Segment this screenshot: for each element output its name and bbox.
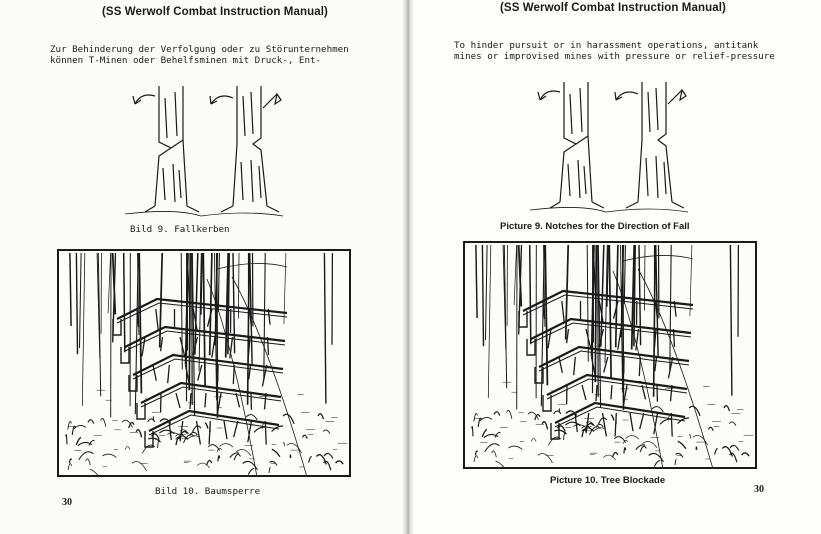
- body-line-2: können T-Minen oder Behelfsminen mit Druck-, Ent-: [50, 55, 322, 66]
- body-line-2: mines or improvised mines with pressure or relief-pressure: [454, 51, 775, 62]
- figure-9-caption: Bild 9. Fallkerben: [130, 224, 230, 235]
- book-gutter: [403, 0, 413, 534]
- figure-9-felling-notches: [520, 74, 690, 216]
- figure-9-felling-notches: [115, 78, 285, 220]
- figure-9-caption: Picture 9. Notches for the Direction of Fall: [500, 221, 690, 232]
- figure-10-tree-blockade: [57, 249, 351, 477]
- left-page: [0, 0, 408, 534]
- figure-10-tree-blockade: [461, 241, 759, 469]
- body-line-1: Zur Behinderung der Verfolgung oder zu Störunternehmen: [50, 44, 349, 55]
- page-header: (SS Werwolf Combat Instruction Manual): [102, 6, 328, 18]
- figure-10-caption: Picture 10. Tree Blockade: [550, 475, 666, 486]
- page-header: (SS Werwolf Combat Instruction Manual): [500, 2, 726, 14]
- body-line-1: To hinder pursuit or in harassment operations, antitank: [454, 40, 759, 51]
- figure-10-caption: Bild 10. Baumsperre: [155, 486, 261, 497]
- page-number: 30: [754, 484, 764, 495]
- page-number: 30: [62, 497, 72, 508]
- right-page: [408, 0, 821, 534]
